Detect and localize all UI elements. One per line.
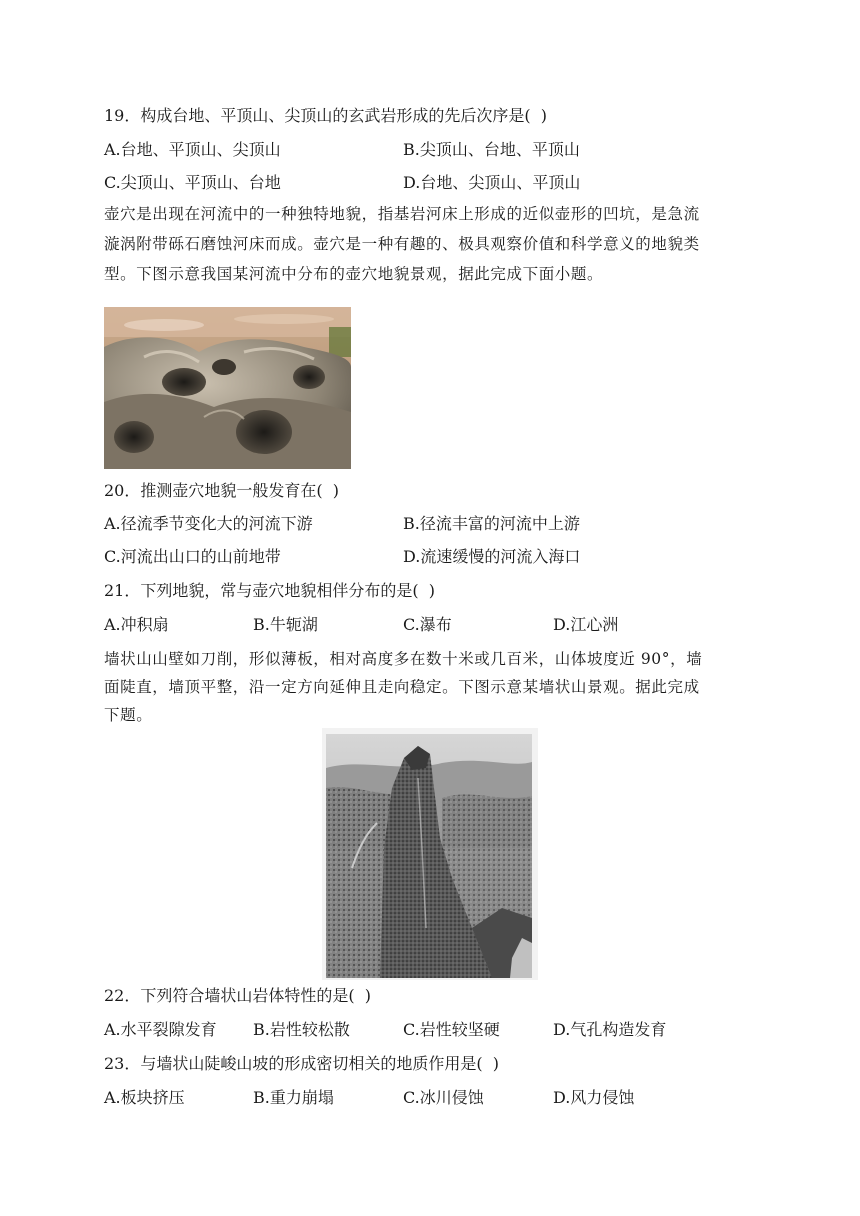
- question-19-stem: 19．构成台地、平顶山、尖顶山的玄武岩形成的先后次序是( ): [104, 106, 548, 125]
- question-23-option-b: B.重力崩塌: [253, 1088, 334, 1107]
- question-20-option-c: C.河流出山口的山前地带: [104, 547, 281, 566]
- question-21-stem: 21．下列地貌，常与壶穴地貌相伴分布的是( ): [104, 581, 436, 600]
- question-20-stem: 20．推测壶穴地貌一般发育在( ): [104, 481, 340, 500]
- question-22-option-a: A.水平裂隙发育: [104, 1020, 217, 1039]
- question-23-stem: 23．与墙状山陡峻山坡的形成密切相关的地质作用是( ): [104, 1054, 500, 1073]
- pothole-photo-illustration: [104, 307, 351, 469]
- pothole-landscape-photo: [104, 307, 351, 469]
- question-21-option-b: B.牛轭湖: [253, 615, 318, 634]
- question-22-option-b: B.岩性较松散: [253, 1020, 350, 1039]
- wall-mountain-passage-line: 下题。: [104, 706, 153, 724]
- pothole-passage-line: 壶穴是出现在河流中的一种独特地貌，指基岩河床上形成的近似壶形的凹坑，是急流: [104, 205, 700, 223]
- pothole-passage-line: 漩涡附带砾石磨蚀河床而成。壶穴是一种有趣的、极具观察价值和科学意义的地貌类: [104, 235, 700, 253]
- question-21-option-a: A.冲积扇: [104, 615, 169, 634]
- question-23-option-c: C.冰川侵蚀: [403, 1088, 484, 1107]
- question-23-option-d: D.风力侵蚀: [553, 1088, 635, 1107]
- question-20-option-b: B.径流丰富的河流中上游: [403, 514, 580, 533]
- question-19-option-c: C.尖顶山、平顶山、台地: [104, 173, 281, 192]
- question-21-option-d: D.江心洲: [553, 615, 619, 634]
- question-21-option-c: C.瀑布: [403, 615, 452, 634]
- wall-mountain-passage: [104, 645, 764, 729]
- question-20-option-a: A.径流季节变化大的河流下游: [104, 514, 313, 533]
- question-19-option-b: B.尖顶山、台地、平顶山: [403, 140, 580, 159]
- question-20-option-d: D.流速缓慢的河流入海口: [403, 547, 581, 566]
- question-22-option-d: D.气孔构造发育: [553, 1020, 667, 1039]
- wall-mountain-photo-illustration: [322, 728, 538, 980]
- wall-mountain-photo: [322, 728, 538, 980]
- question-19-option-d: D.台地、尖顶山、平顶山: [403, 173, 581, 192]
- pothole-passage: [104, 199, 764, 289]
- wall-mountain-passage-line: 面陡直，墙顶平整，沿一定方向延伸且走向稳定。下图示意某墙状山景观。据此完成: [104, 678, 700, 696]
- question-23-option-a: A.板块挤压: [104, 1088, 185, 1107]
- wall-mountain-passage-line: 墙状山山壁如刀削，形似薄板，相对高度多在数十米或几百米，山体坡度近 90°，墙: [104, 650, 703, 668]
- question-19-option-a: A.台地、平顶山、尖顶山: [104, 140, 281, 159]
- pothole-passage-line: 型。下图示意我国某河流中分布的壶穴地貌景观，据此完成下面小题。: [104, 265, 604, 283]
- question-22-option-c: C.岩性较坚硬: [403, 1020, 500, 1039]
- question-22-stem: 22．下列符合墙状山岩体特性的是( ): [104, 986, 372, 1005]
